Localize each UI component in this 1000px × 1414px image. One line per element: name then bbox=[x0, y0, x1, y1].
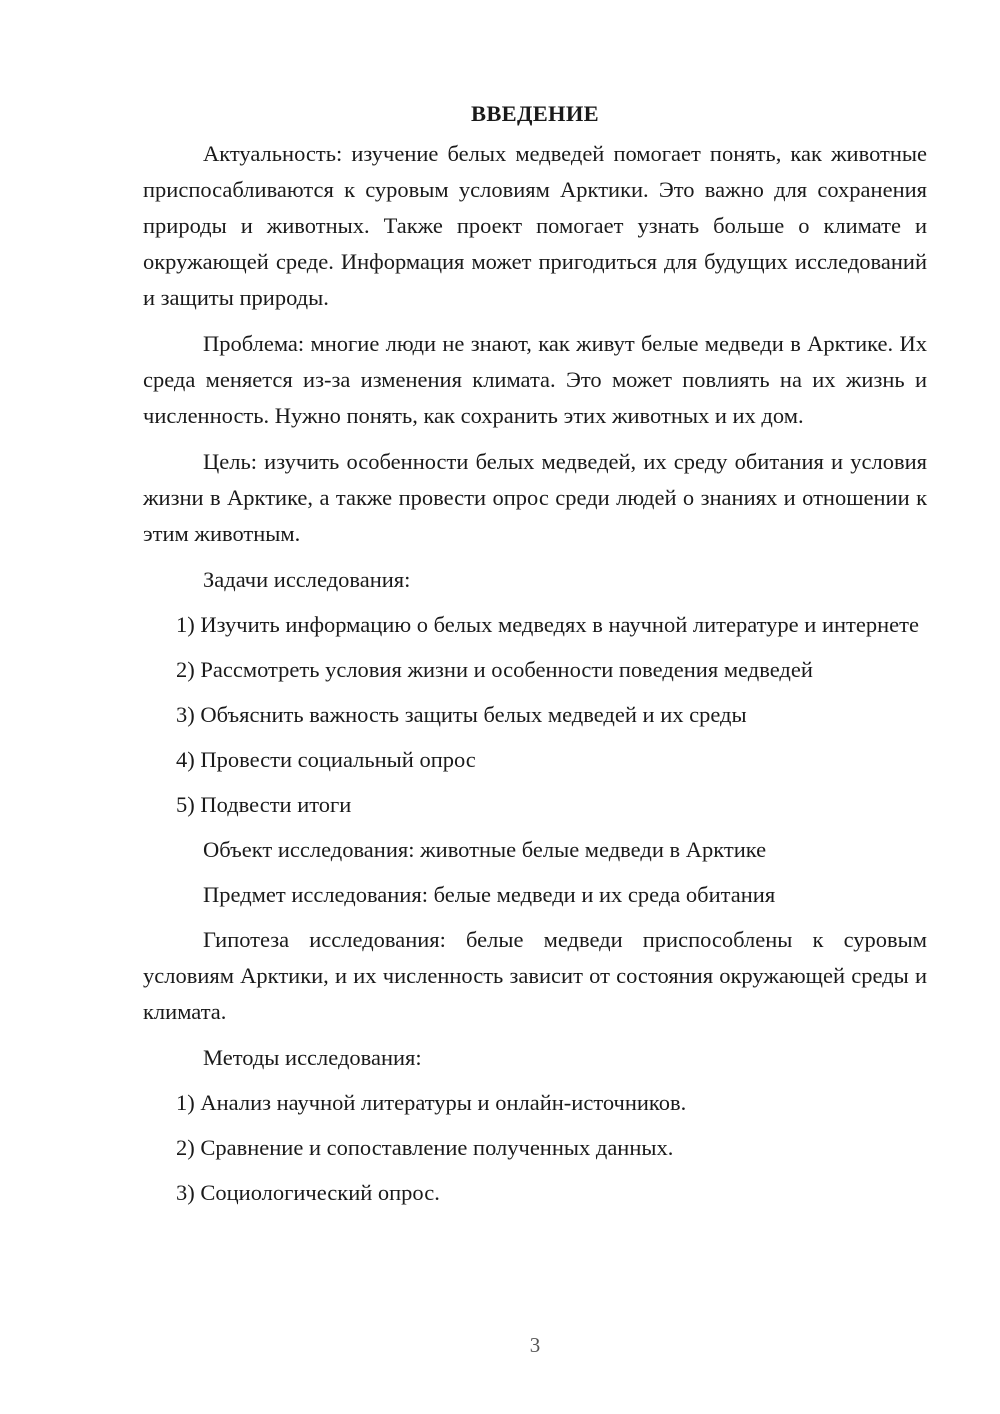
task-item-4: 4) Провести социальный опрос bbox=[176, 747, 476, 772]
task-item-1: 1) Изучить информацию о белых медведях в научной литературе и интернете bbox=[176, 612, 919, 637]
method-item-3: 3) Социологический опрос. bbox=[176, 1180, 440, 1205]
tasks-title: Задачи исследования: bbox=[203, 567, 411, 592]
document-page bbox=[143, 96, 927, 1220]
problem-paragraph: Проблема: многие люди не знают, как живут белые медведи в Арктике. Их среда меняется из-за изменения климата. Это может повлиять на их жизнь и численность. Нужно понять, как сохранить этих животных и их дом. bbox=[143, 331, 927, 428]
page-number: 3 bbox=[529, 1333, 541, 1357]
relevance-paragraph: Актуальность: изучение белых медведей помогает понять, как животные приспосабливаются к суровым условиям Арктики. Это важно для сохранения природы и животных. Также проект помогает узнать больше о климате и окружающей среде. Информация может пригодиться для будущих исследований и защиты природы. bbox=[143, 141, 927, 310]
goal-paragraph: Цель: изучить особенности белых медведей, их среду обитания и условия жизни в Арктике, а также провести опрос среди людей о знаниях и отношении к этим животным. bbox=[143, 449, 927, 546]
task-item-5: 5) Подвести итоги bbox=[176, 792, 352, 817]
task-item-2: 2) Рассмотреть условия жизни и особенности поведения медведей bbox=[176, 657, 813, 682]
research-object: Объект исследования: животные белые медведи в Арктике bbox=[203, 837, 767, 862]
method-item-2: 2) Сравнение и сопоставление полученных данных. bbox=[176, 1135, 674, 1160]
research-subject: Предмет исследования: белые медведи и их среда обитания bbox=[203, 882, 776, 907]
task-item-3: 3) Объяснить важность защиты белых медведей и их среды bbox=[176, 702, 747, 727]
section-heading: ВВЕДЕНИЕ bbox=[471, 101, 599, 126]
method-item-1: 1) Анализ научной литературы и онлайн-источников. bbox=[176, 1090, 687, 1115]
methods-title: Методы исследования: bbox=[203, 1045, 422, 1070]
hypothesis-paragraph: Гипотеза исследования: белые медведи приспособлены к суровым условиям Арктики, и их численность зависит от состояния окружающей среды и климата. bbox=[143, 927, 927, 1024]
